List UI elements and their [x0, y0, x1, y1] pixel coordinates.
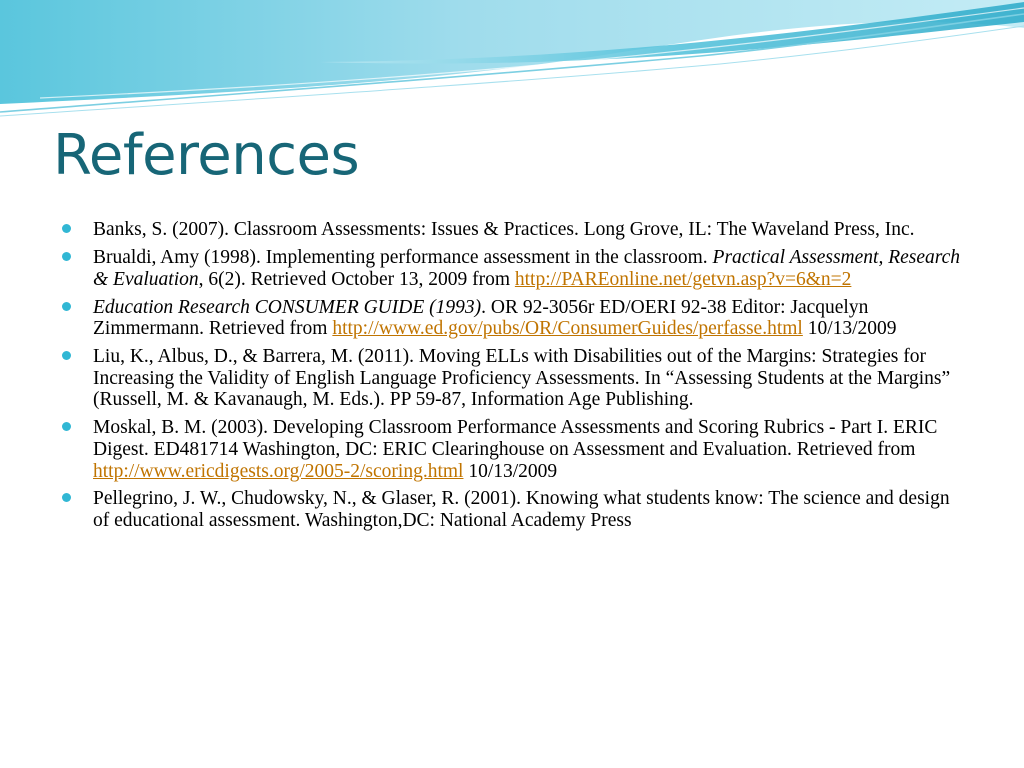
reference-list	[62, 219, 962, 538]
slide-title: References	[53, 123, 360, 188]
reference-item	[62, 297, 962, 340]
decorative-wave-header	[0, 0, 1024, 130]
bullet-icon	[62, 351, 71, 360]
reference-text: . OR 92-3056r ED/OERI 92-38 Editor: Jacquelyn Zimmermann. Retrieved from	[93, 296, 869, 340]
reference-link[interactable]: http://www.ericdigests.org/2005-2/scoring.html	[93, 460, 464, 482]
reference-text: Pellegrino, J. W., Chudowsky, N., & Glaser, R. (2001). Knowing what students know: The science and design of educational assessment. Washington,DC: National Academy Press	[93, 488, 950, 532]
reference-publication-title: Practical Assessment, Research & Evaluation	[93, 246, 961, 290]
reference-date: 10/13/2009	[463, 460, 558, 482]
reference-date: 10/13/2009	[802, 318, 897, 340]
reference-item	[62, 247, 962, 290]
reference-item	[62, 346, 962, 411]
reference-link[interactable]: http://www.ed.gov/pubs/OR/ConsumerGuides/perfasse.html	[332, 318, 803, 340]
reference-text: , 6(2). Retrieved October 13, 2009 from	[198, 268, 515, 290]
reference-item	[62, 488, 962, 531]
reference-text: Liu, K., Albus, D., & Barrera, M. (2011). Moving ELLs with Disabilities out of the Margins: Strategies for Increasing the Validity of English Language Proficiency Assessments. In “Assessing Students at the Margins” (Russell, M. & Kavanaugh, M. Eds.). PP 59-87, Information Age Publishing.	[93, 346, 951, 411]
reference-text: Moskal, B. M. (2003). Developing Classroom Performance Assessments and Scoring Rubrics - Part I. ERIC Digest. ED481714 Washington, DC: ERIC Clearinghouse on Assessment and Evaluation. Retrieved from	[93, 417, 938, 460]
reference-item	[62, 219, 962, 241]
bullet-icon	[62, 224, 71, 233]
reference-item	[62, 417, 962, 482]
bullet-icon	[62, 493, 71, 502]
reference-publication-title: Education Research CONSUMER GUIDE (1993)	[93, 296, 482, 318]
bullet-icon	[62, 302, 71, 311]
reference-text: Brualdi, Amy (1998). Implementing performance assessment in the classroom.	[93, 246, 713, 268]
reference-link[interactable]: http://PAREonline.net/getvn.asp?v=6&n=2	[514, 268, 852, 290]
bullet-icon	[62, 252, 71, 261]
reference-text: Banks, S. (2007). Classroom Assessments: Issues & Practices. Long Grove, IL: The Waveland Press, Inc.	[93, 219, 915, 240]
bullet-icon	[62, 422, 71, 431]
